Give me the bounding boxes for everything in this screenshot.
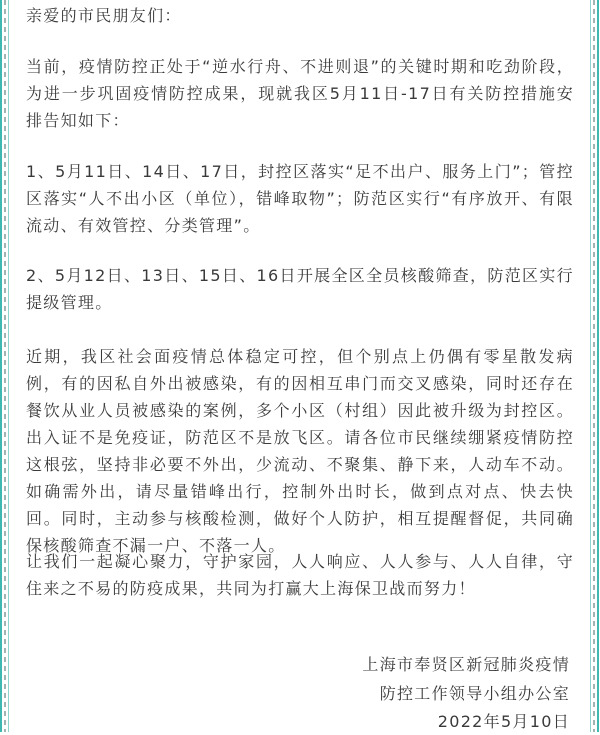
- left-border-inner-line: [8, 0, 9, 732]
- paragraph-recent-situation: 近期，我区社会面疫情总体稳定可控，但个别点上仍偶有零星散发病例，有的因私自外出被感染，有的因相互串门而交叉感染，同时还存在餐饮从业人员被感染的案例，多个小区（村组）因此被升级为封控区。出入证不是免疫证，防范区不是放飞区。请各位市民继续绷紧疫情防控这根弦，坚持非必要不外出，少流动、不聚集、静下来，人动车不动。如确需外出，请尽量错峰出行，控制外出时长，做到点对点、快去快回。同时，主动参与核酸检测，做好个人防护，相互提醒督促，共同确保核酸筛查不漏一户、不落一人。: [26, 347, 574, 555]
- right-border-inner-line: [590, 0, 591, 732]
- left-border-dashes: [4, 0, 6, 732]
- left-border-line: [0, 0, 2, 732]
- signature-org-line-2: 防控工作领导小组办公室: [379, 684, 570, 703]
- signature-org-line-1: 上海市奉贤区新冠肺炎疫情: [362, 655, 570, 674]
- signature-date: 2022年5月10日: [437, 712, 570, 731]
- paragraph-item-1: 1、5月11日、14日、17日，封控区落实“足不出户、服务上门”；管控区落实“人不出小区（单位），错峰取物”；防范区实行“有序放开、有限流动、有效管控、分类管理”。: [26, 162, 574, 235]
- paragraph-intro: 当前，疫情防控正处于“逆水行舟、不进则退”的关键时期和吃劲阶段，为进一步巩固疫情防控成果，现就我区5月11日-17日有关防控措施安排告知如下：: [26, 57, 574, 130]
- paragraph-item-2: 2、5月12日、13日、15日、16日开展全区全员核酸筛查，防范区实行提级管理。: [26, 266, 574, 312]
- right-border-line: [597, 0, 599, 732]
- paragraph-closing: 让我们一起凝心聚力，守护家园，人人响应、人人参与、人人自律，守住来之不易的防疫成果，共同为打赢大上海保卫战而努力！: [26, 552, 574, 598]
- right-border-dashes: [593, 0, 595, 732]
- greeting: 亲爱的市民朋友们：: [26, 6, 182, 25]
